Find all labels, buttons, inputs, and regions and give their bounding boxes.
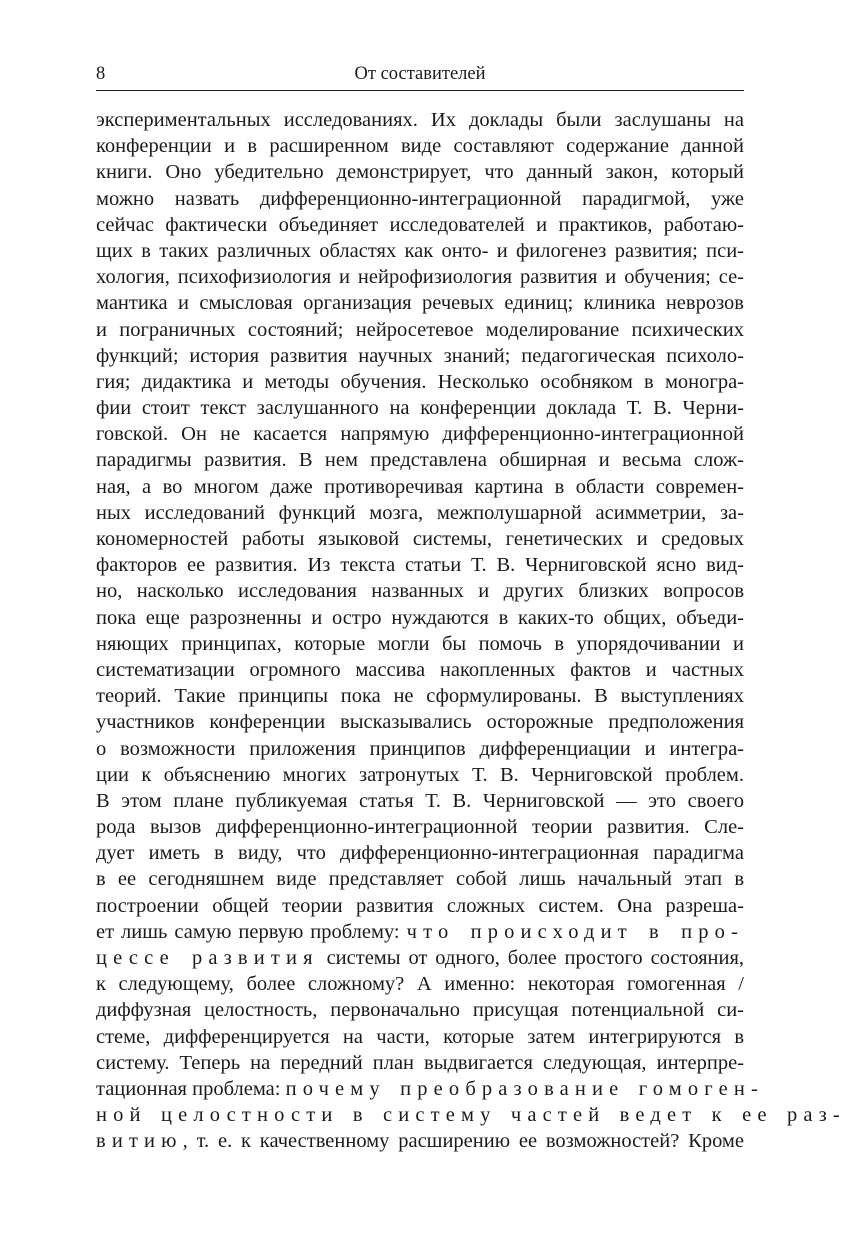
text-line bbox=[96, 945, 744, 971]
text-segment: книги. Оно убедительно демонстрирует, что данный закон, который bbox=[96, 161, 744, 184]
text-line bbox=[96, 762, 744, 788]
spaced-emphasis-text: ной целостности в систему частей ведет к ее раз- bbox=[96, 1104, 846, 1127]
spaced-emphasis-text: почему преобразование гомоген- bbox=[285, 1077, 764, 1100]
text-line bbox=[96, 1128, 744, 1154]
page-number: 8 bbox=[96, 64, 106, 84]
text-line bbox=[96, 447, 744, 473]
text-segment: кономерностей работы языковой системы, генетических и средовых bbox=[96, 528, 744, 550]
text-line bbox=[96, 578, 744, 604]
text-segment: хология, психофизиология и нейрофизиология развития и обучения; се- bbox=[96, 266, 744, 289]
text-segment: систематизации огромного массива накопленных фактов и частных bbox=[96, 658, 744, 681]
text-line bbox=[96, 893, 744, 919]
text-line bbox=[96, 526, 744, 552]
text-segment: участников конференции высказывались осторожные предположения bbox=[96, 711, 744, 734]
text-line bbox=[96, 866, 744, 892]
text-segment: системы от одного, более простого состояния, bbox=[318, 947, 744, 969]
text-segment: ных исследований функций мозга, межполушарной асимметрии, за- bbox=[96, 501, 744, 524]
text-line bbox=[96, 605, 744, 631]
text-line bbox=[96, 107, 744, 133]
text-segment: диффузная целостность, первоначально присущая потенциальной си- bbox=[96, 999, 744, 1022]
text-segment: функций; история развития научных знаний; педагогическая психоло- bbox=[96, 344, 744, 367]
text-line bbox=[96, 1024, 744, 1050]
text-line bbox=[96, 317, 744, 343]
text-segment: ная, а во многом даже противоречивая картина в области современ- bbox=[96, 475, 744, 498]
text-line bbox=[96, 1102, 846, 1128]
text-segment: дует иметь в виду, что дифференционно-интеграционная парадигма bbox=[96, 842, 744, 865]
text-line bbox=[96, 971, 744, 997]
text-line bbox=[96, 840, 744, 866]
text-line bbox=[96, 159, 744, 185]
text-line bbox=[96, 238, 744, 264]
text-segment: ции к объяснению многих затронутых Т. В. Черниговской проблем. bbox=[96, 763, 744, 786]
text-segment: щих в таких различных областях как онто- и филогенез развития; пси- bbox=[96, 239, 744, 262]
text-line bbox=[96, 212, 744, 238]
text-line bbox=[96, 290, 744, 316]
running-title: От составителей bbox=[354, 64, 486, 84]
text-line bbox=[96, 657, 744, 683]
spaced-emphasis-text: витию bbox=[96, 1130, 183, 1153]
text-segment: в ее сегодняшнем виде представляет собой лишь начальный этап в bbox=[96, 868, 744, 891]
spaced-emphasis-text: цессе развития bbox=[96, 947, 319, 969]
text-segment: построении общей теории развития сложных систем. Она разреша- bbox=[96, 894, 744, 917]
text-segment: парадигмы развития. В нем представлена обширная и весьма слож- bbox=[96, 449, 744, 472]
text-line bbox=[96, 264, 744, 290]
text-segment: сейчас фактически объединяет исследователей и практиков, работаю- bbox=[96, 213, 744, 236]
text-line bbox=[96, 709, 744, 735]
text-segment: можно назвать дифференционно-интеграционной парадигмой, уже bbox=[96, 187, 744, 210]
text-line bbox=[96, 500, 744, 526]
text-line bbox=[96, 919, 744, 945]
text-segment: теорий. Такие принципы пока не сформулированы. В выступлениях bbox=[96, 685, 744, 708]
text-line bbox=[96, 814, 744, 840]
text-segment: тационная проблема: bbox=[96, 1077, 286, 1100]
spaced-emphasis-text: что происходит в про- bbox=[406, 920, 745, 943]
text-segment: пока еще разрозненны и остро нуждаются в каких-то общих, объеди- bbox=[96, 606, 744, 629]
text-segment: конференции и в расширенном виде составляют содержание данной bbox=[96, 135, 744, 158]
text-segment: гия; дидактика и методы обучения. Несколько особняком в моногра- bbox=[96, 370, 744, 393]
text-segment: В этом плане публикуемая статья Т. В. Черниговской — это своего bbox=[96, 789, 744, 812]
text-line bbox=[96, 395, 744, 421]
text-segment: систему. Теперь на передний план выдвигается следующая, интерпре- bbox=[96, 1051, 744, 1074]
text-line bbox=[96, 788, 744, 814]
text-segment: няющих принципах, которые могли бы помочь в упорядочивании и bbox=[96, 632, 744, 655]
text-segment: мантика и смысловая организация речевых единиц; клиника неврозов bbox=[96, 292, 744, 315]
text-segment: говской. Он не касается напрямую дифференционно-интеграционной bbox=[96, 423, 744, 446]
text-segment: но, насколько исследования названных и других близких вопросов bbox=[96, 580, 744, 603]
text-segment: о возможности приложения принципов дифференциации и интегра- bbox=[96, 737, 744, 760]
text-line bbox=[96, 133, 744, 159]
text-segment: рода вызов дифференционно-интеграционной теории развития. Сле- bbox=[96, 816, 744, 839]
text-segment: ет лишь самую первую проблему: bbox=[96, 920, 407, 943]
text-line bbox=[96, 474, 744, 500]
text-line bbox=[96, 343, 744, 369]
text-line bbox=[96, 421, 744, 447]
body-text bbox=[96, 107, 846, 1155]
text-segment: и пограничных состояний; нейросетевое моделирование психических bbox=[96, 318, 744, 341]
text-segment: экспериментальных исследованиях. Их доклады были заслушаны на bbox=[96, 109, 744, 131]
text-line bbox=[96, 631, 744, 657]
text-line bbox=[96, 1050, 744, 1076]
text-line bbox=[96, 997, 744, 1023]
text-segment: , т. е. к качественному расширению ее возможностей? Кроме bbox=[182, 1130, 744, 1153]
text-line bbox=[96, 1076, 764, 1102]
text-segment: к следующему, более сложному? А именно: некоторая гомогенная / bbox=[96, 973, 744, 996]
text-segment: факторов ее развития. Из текста статьи Т. В. Черниговской ясно вид- bbox=[96, 554, 744, 577]
running-head bbox=[96, 60, 744, 91]
text-line bbox=[96, 683, 744, 709]
text-line bbox=[96, 552, 744, 578]
text-line bbox=[96, 186, 744, 212]
text-line bbox=[96, 369, 744, 395]
text-segment: стеме, дифференцируется на части, которые затем интегрируются в bbox=[96, 1025, 744, 1048]
text-segment: фии стоит текст заслушанного на конференции доклада Т. В. Черни- bbox=[96, 397, 744, 420]
text-line bbox=[96, 736, 744, 762]
